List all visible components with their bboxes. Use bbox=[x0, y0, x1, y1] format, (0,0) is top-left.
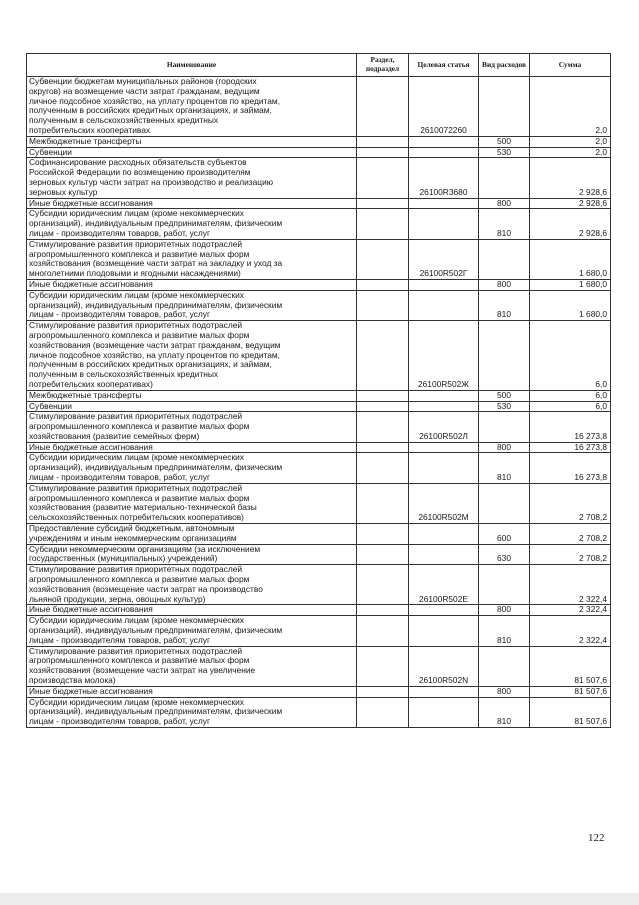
cell-name: Стимулирование развития приоритетных подотраслей агропромышленного комплекса и развитие малых форм хозяйствования (развитие материально-технической базы сельскохозяйственных потребительских кооперативов) bbox=[27, 483, 357, 523]
cell-section bbox=[357, 147, 409, 158]
cell-target bbox=[409, 209, 479, 239]
cell-section bbox=[357, 290, 409, 320]
cell-target bbox=[409, 279, 479, 290]
table-row bbox=[27, 136, 611, 147]
cell-expense: 810 bbox=[479, 453, 530, 483]
cell-expense bbox=[479, 483, 530, 523]
cell-expense: 800 bbox=[479, 605, 530, 616]
cell-sum: 6,0 bbox=[530, 390, 611, 401]
cell-sum: 2 928,6 bbox=[530, 209, 611, 239]
table-row bbox=[27, 442, 611, 453]
cell-name: Стимулирование развития приоритетных подотраслей агропромышленного комплекса и развитие малых форм хозяйствования (возмещение части затрат на производство льняной продукции, зерна, овощных культур) bbox=[27, 565, 357, 605]
table-row bbox=[27, 605, 611, 616]
cell-sum: 2 322,4 bbox=[530, 605, 611, 616]
cell-expense bbox=[479, 321, 530, 391]
cell-section bbox=[357, 401, 409, 412]
cell-expense: 810 bbox=[479, 697, 530, 727]
cell-name: Субсидии юридическим лицам (кроме некоммерческих организаций), индивидуальным предпринимателям, физическим лицам - производителям товаров, работ, услуг bbox=[27, 453, 357, 483]
table-row bbox=[27, 483, 611, 523]
cell-section bbox=[357, 390, 409, 401]
cell-expense: 630 bbox=[479, 544, 530, 565]
header-target: Целевая статья bbox=[409, 54, 479, 77]
cell-name: Иные бюджетные ассигнования bbox=[27, 198, 357, 209]
cell-target bbox=[409, 605, 479, 616]
cell-sum: 2 708,2 bbox=[530, 483, 611, 523]
cell-expense: 530 bbox=[479, 401, 530, 412]
cell-target bbox=[409, 401, 479, 412]
cell-section bbox=[357, 646, 409, 686]
cell-expense: 810 bbox=[479, 616, 530, 646]
cell-target bbox=[409, 136, 479, 147]
table-row bbox=[27, 544, 611, 565]
cell-target: 26100R502E bbox=[409, 565, 479, 605]
table-row bbox=[27, 290, 611, 320]
cell-sum: 16 273,8 bbox=[530, 453, 611, 483]
cell-target bbox=[409, 686, 479, 697]
cell-name: Софинансирование расходных обязательств субъектов Российской Федерации по возмещению производителям зерновых культур части затрат на производство и реализацию зерновых культур bbox=[27, 158, 357, 198]
cell-expense: 500 bbox=[479, 136, 530, 147]
cell-target: 2610072260 bbox=[409, 77, 479, 137]
cell-expense: 810 bbox=[479, 290, 530, 320]
header-expense: Вид расходов bbox=[479, 54, 530, 77]
cell-section bbox=[357, 697, 409, 727]
cell-target: 26100R502Л bbox=[409, 412, 479, 442]
header-sum: Сумма bbox=[530, 54, 611, 77]
cell-expense: 800 bbox=[479, 442, 530, 453]
table-row bbox=[27, 209, 611, 239]
cell-expense: 810 bbox=[479, 209, 530, 239]
cell-target: 26100R502Г bbox=[409, 239, 479, 279]
cell-expense: 800 bbox=[479, 279, 530, 290]
cell-expense: 800 bbox=[479, 686, 530, 697]
cell-section bbox=[357, 321, 409, 391]
cell-target bbox=[409, 544, 479, 565]
cell-sum: 2,0 bbox=[530, 136, 611, 147]
page-number: 122 bbox=[588, 832, 605, 844]
cell-expense bbox=[479, 646, 530, 686]
cell-section bbox=[357, 158, 409, 198]
table-row bbox=[27, 321, 611, 391]
cell-section bbox=[357, 136, 409, 147]
cell-name: Субсидии юридическим лицам (кроме некоммерческих организаций), индивидуальным предпринимателям, физическим лицам - производителям товаров, работ, услуг bbox=[27, 697, 357, 727]
table-row bbox=[27, 158, 611, 198]
cell-expense: 600 bbox=[479, 524, 530, 545]
cell-target: 26100R502Ж bbox=[409, 321, 479, 391]
cell-expense: 500 bbox=[479, 390, 530, 401]
cell-target: 26100R502N bbox=[409, 646, 479, 686]
cell-section bbox=[357, 198, 409, 209]
cell-expense bbox=[479, 158, 530, 198]
cell-target bbox=[409, 524, 479, 545]
table-body bbox=[27, 77, 611, 728]
cell-name: Межбюджетные трансферты bbox=[27, 390, 357, 401]
cell-section bbox=[357, 483, 409, 523]
table-row bbox=[27, 453, 611, 483]
cell-expense: 800 bbox=[479, 198, 530, 209]
cell-section bbox=[357, 544, 409, 565]
cell-section bbox=[357, 616, 409, 646]
table-row bbox=[27, 147, 611, 158]
cell-name: Субвенции bbox=[27, 401, 357, 412]
cell-name: Иные бюджетные ассигнования bbox=[27, 279, 357, 290]
table-row bbox=[27, 565, 611, 605]
table-row bbox=[27, 239, 611, 279]
cell-name: Иные бюджетные ассигнования bbox=[27, 686, 357, 697]
cell-section bbox=[357, 565, 409, 605]
cell-expense: 530 bbox=[479, 147, 530, 158]
cell-section bbox=[357, 453, 409, 483]
table-row bbox=[27, 616, 611, 646]
cell-sum: 2,0 bbox=[530, 147, 611, 158]
cell-section bbox=[357, 412, 409, 442]
cell-sum: 2 708,2 bbox=[530, 524, 611, 545]
cell-name: Субвенции бюджетам муниципальных районов (городских округов) на возмещение части затрат гражданам, ведущим личное подсобное хозяйство, на уплату процентов по кредитам, полученным в российских кредитных организациях, и займам, полученным в сельскохозяйственных кредитных потребительских кооперативах bbox=[27, 77, 357, 137]
cell-name: Субсидии юридическим лицам (кроме некоммерческих организаций), индивидуальным предпринимателям, физическим лицам - производителям товаров, работ, услуг bbox=[27, 616, 357, 646]
cell-section bbox=[357, 605, 409, 616]
cell-target bbox=[409, 198, 479, 209]
cell-name: Межбюджетные трансферты bbox=[27, 136, 357, 147]
cell-expense bbox=[479, 412, 530, 442]
cell-section bbox=[357, 239, 409, 279]
cell-name: Стимулирование развития приоритетных подотраслей агропромышленного комплекса и развитие малых форм хозяйствования (возмещение части затрат гражданам, ведущим личное подсобное хозяйство, на уплату процентов по кредитам, полученным в российских кредитных организациях, и займам, полученным в сельскохозяйственных кредитных потребительских кооперативах) bbox=[27, 321, 357, 391]
cell-target bbox=[409, 616, 479, 646]
table-row bbox=[27, 646, 611, 686]
table-row bbox=[27, 412, 611, 442]
cell-expense bbox=[479, 239, 530, 279]
cell-sum: 2 928,6 bbox=[530, 198, 611, 209]
table-row bbox=[27, 686, 611, 697]
cell-section bbox=[357, 442, 409, 453]
table-row bbox=[27, 77, 611, 137]
cell-sum: 2,0 bbox=[530, 77, 611, 137]
header-section: Раздел, подраздел bbox=[357, 54, 409, 77]
table-row bbox=[27, 279, 611, 290]
cell-name: Стимулирование развития приоритетных подотраслей агропромышленного комплекса и развитие малых форм хозяйствования (возмещение части затрат на закладку и уход за многолетними плодовыми и ягодными насаждениями) bbox=[27, 239, 357, 279]
cell-name: Иные бюджетные ассигнования bbox=[27, 605, 357, 616]
cell-sum: 1 680,0 bbox=[530, 290, 611, 320]
cell-sum: 1 680,0 bbox=[530, 239, 611, 279]
cell-target bbox=[409, 147, 479, 158]
scan-bottom-strip bbox=[0, 893, 639, 905]
table-row bbox=[27, 401, 611, 412]
table-row bbox=[27, 697, 611, 727]
header-name: Наименование bbox=[27, 54, 357, 77]
cell-target bbox=[409, 442, 479, 453]
cell-sum: 81 507,6 bbox=[530, 697, 611, 727]
cell-name: Иные бюджетные ассигнования bbox=[27, 442, 357, 453]
cell-section bbox=[357, 279, 409, 290]
cell-section bbox=[357, 77, 409, 137]
table-row bbox=[27, 198, 611, 209]
cell-sum: 16 273,8 bbox=[530, 442, 611, 453]
table-header-row bbox=[27, 54, 611, 77]
cell-sum: 2 322,4 bbox=[530, 565, 611, 605]
cell-name: Предоставление субсидий бюджетным, автономным учреждениям и иным некоммерческим организациям bbox=[27, 524, 357, 545]
cell-target bbox=[409, 290, 479, 320]
cell-target bbox=[409, 390, 479, 401]
cell-name: Субсидии юридическим лицам (кроме некоммерческих организаций), индивидуальным предпринимателям, физическим лицам - производителям товаров, работ, услуг bbox=[27, 209, 357, 239]
cell-section bbox=[357, 686, 409, 697]
cell-target: 26100R502M bbox=[409, 483, 479, 523]
cell-expense bbox=[479, 77, 530, 137]
cell-section bbox=[357, 524, 409, 545]
cell-target bbox=[409, 453, 479, 483]
cell-sum: 6,0 bbox=[530, 321, 611, 391]
cell-name: Субсидии юридическим лицам (кроме некоммерческих организаций), индивидуальным предпринимателям, физическим лицам - производителям товаров, работ, услуг bbox=[27, 290, 357, 320]
cell-target bbox=[409, 697, 479, 727]
cell-section bbox=[357, 209, 409, 239]
cell-sum: 81 507,6 bbox=[530, 646, 611, 686]
cell-sum: 2 708,2 bbox=[530, 544, 611, 565]
cell-name: Субсидии некоммерческим организациям (за исключением государственных (муниципальных) учреждений) bbox=[27, 544, 357, 565]
cell-name: Стимулирование развития приоритетных подотраслей агропромышленного комплекса и развитие малых форм хозяйствования (возмещение части затрат на увеличение производства молока) bbox=[27, 646, 357, 686]
cell-sum: 16 273,8 bbox=[530, 412, 611, 442]
cell-name: Субвенции bbox=[27, 147, 357, 158]
cell-sum: 2 322,4 bbox=[530, 616, 611, 646]
cell-sum: 6,0 bbox=[530, 401, 611, 412]
cell-sum: 81 507,6 bbox=[530, 686, 611, 697]
cell-name: Стимулирование развития приоритетных подотраслей агропромышленного комплекса и развитие малых форм хозяйствования (развитие семейных ферм) bbox=[27, 412, 357, 442]
cell-expense bbox=[479, 565, 530, 605]
cell-target: 26100R3680 bbox=[409, 158, 479, 198]
table-row bbox=[27, 390, 611, 401]
cell-sum: 2 928,6 bbox=[530, 158, 611, 198]
table-row bbox=[27, 524, 611, 545]
cell-sum: 1 680,0 bbox=[530, 279, 611, 290]
budget-table bbox=[26, 53, 611, 728]
